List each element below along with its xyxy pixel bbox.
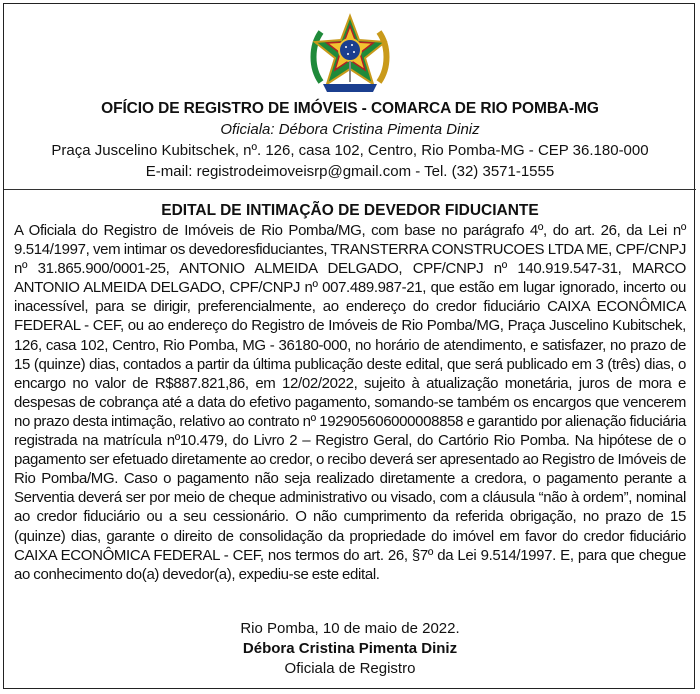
signer-name: Débora Cristina Pimenta Diniz bbox=[242, 640, 458, 657]
registry-header bbox=[0, 98, 700, 182]
contact-line: E-mail: registrodeimoveisrp@gmail.com - Tel. (32) 3571-1555 bbox=[145, 163, 555, 180]
signature-block bbox=[0, 619, 700, 679]
signer-role: Oficiala de Registro bbox=[284, 660, 416, 677]
header-divider bbox=[4, 189, 696, 190]
edital-title: EDITAL DE INTIMAÇÃO DE DEVEDOR FIDUCIANTE bbox=[161, 202, 539, 219]
brazil-coat-of-arms-icon bbox=[303, 12, 397, 98]
officer-line: Oficiala: Débora Cristina Pimenta Diniz bbox=[220, 121, 480, 138]
place-date: Rio Pomba, 10 de maio de 2022. bbox=[240, 620, 460, 637]
address-line: Praça Juscelino Kubitschek, nº. 126, casa 102, Centro, Rio Pomba-MG - CEP 36.180-000 bbox=[51, 142, 649, 159]
office-title: OFÍCIO DE REGISTRO DE IMÓVEIS - COMARCA DE RIO POMBA-MG bbox=[101, 100, 599, 117]
edital-body: A Oficiala do Registro de Imóveis de Rio Pomba/MG, com base no parágrafo 4º, do art. 26, da Lei nº 9.514/1997, vem intimar os devedoresfiduciantes, TRANSTERRA CONSTRUCOES LTDA ME, CPF/CNPJ nº 31.865.900/0001-25, ANTONIO ALMEIDA DELGADO, CPF/CNPJ nº 140.919.547-31, MARCO ANTONIO ALMEIDA DELGADO, CPF/CNPJ nº 007.489.987-21, que estão em lugar ignorado, incerto ou inacessível, para se dirigir, preferencialmente, ao endereço do credor fiduciário CAIXA ECONÔMICA FEDERAL - CEF, ou ao endereço do Registro de Imóveis de Rio Pomba/MG, Praça Juscelino Kubitschek, 126, casa 102, Centro, Rio Pomba, MG - 36180-000, no horário de atendimento, e satisfazer, no prazo de 15 (quinze) dias, contados a partir da última publicação deste edital, que será publicado em 3 (três) dias, o encargo no valor de R$887.821,86, em 12/02/2022, sujeito à atualização monetária, juros de mora e despesas de cobrança até a data do efetivo pagamento, somando-se também os encargos que vencerem no prazo desta intimação, relativo ao contrato nº 192905606000008858 e garantido por alienação fiduciária registrada na matrícula nº10.479, do Livro 2 – Registro Geral, do Cartório Rio Pomba. Na hipótese de o pagamento ser efetuado diretamente ao credor, o recibo deverá ser apresentado ao Registro de Imóveis de Rio Pomba/MG. Caso o pagamento não seja realizado diretamente a credora, o pagamento perante a Serventia deverá ser por meio de cheque administrativo ou visado, com a cláusula “não à ordem”, nominal ao credor fiduciário ou a seu cessionário. O não cumprimento da referida obrigação, no prazo de 15 (quinze) dias, garante o direito de consolidação da propriedade do imóvel em favor do credor fiduciário CAIXA ECONÔMICA FEDERAL - CEF, nos termos do art. 26, §7º da Lei 9.514/1997. E, para que chegue ao conhecimento do(a) devedor(a), expediu-se este edital. bbox=[14, 222, 686, 583]
